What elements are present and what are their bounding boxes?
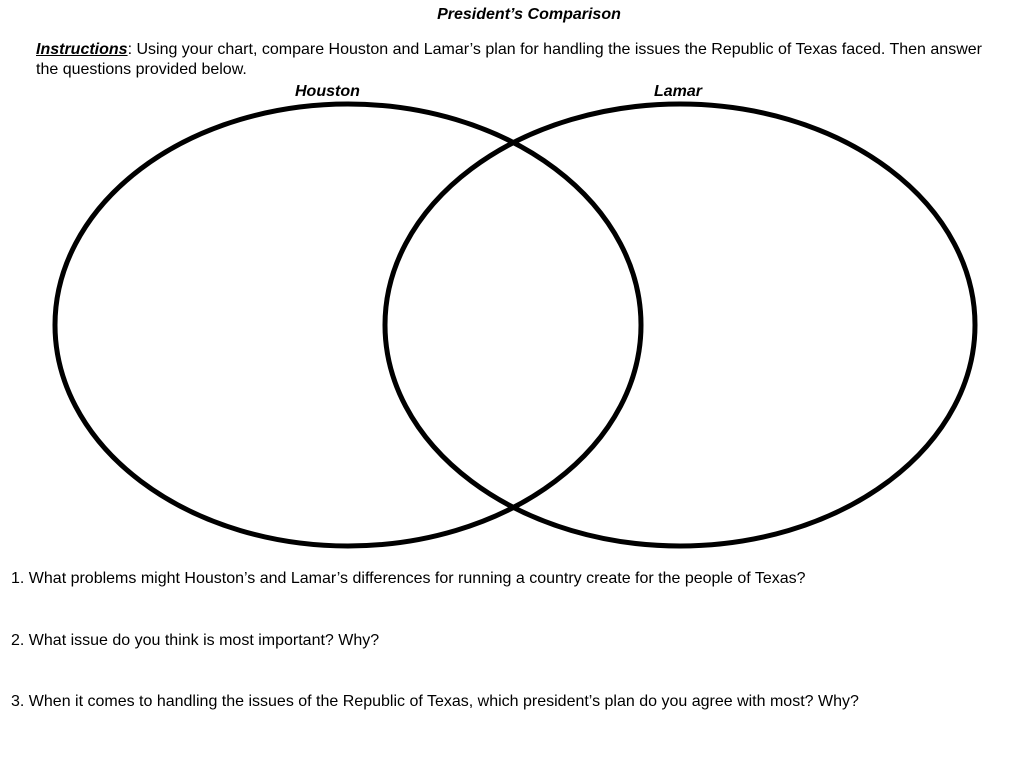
instructions-text: : Using your chart, compare Houston and Lamar’s plan for handling the issues the Republic of Texas faced. Then answer the questions provided below.	[36, 41, 982, 78]
page-title: President’s Comparison	[437, 6, 621, 23]
question-1: 1. What problems might Houston’s and Lamar’s differences for running a country create for the people of Texas?	[11, 570, 806, 587]
houston-circle	[55, 104, 641, 546]
lamar-label: Lamar	[654, 83, 703, 100]
instructions-label: Instructions	[36, 41, 128, 58]
lamar-circle	[385, 104, 975, 546]
question-3: 3. When it comes to handling the issues of the Republic of Texas, which president’s plan do you agree with most? Why?	[11, 693, 859, 710]
houston-label: Houston	[295, 83, 360, 100]
question-2: 2. What issue do you think is most important? Why?	[11, 632, 380, 649]
